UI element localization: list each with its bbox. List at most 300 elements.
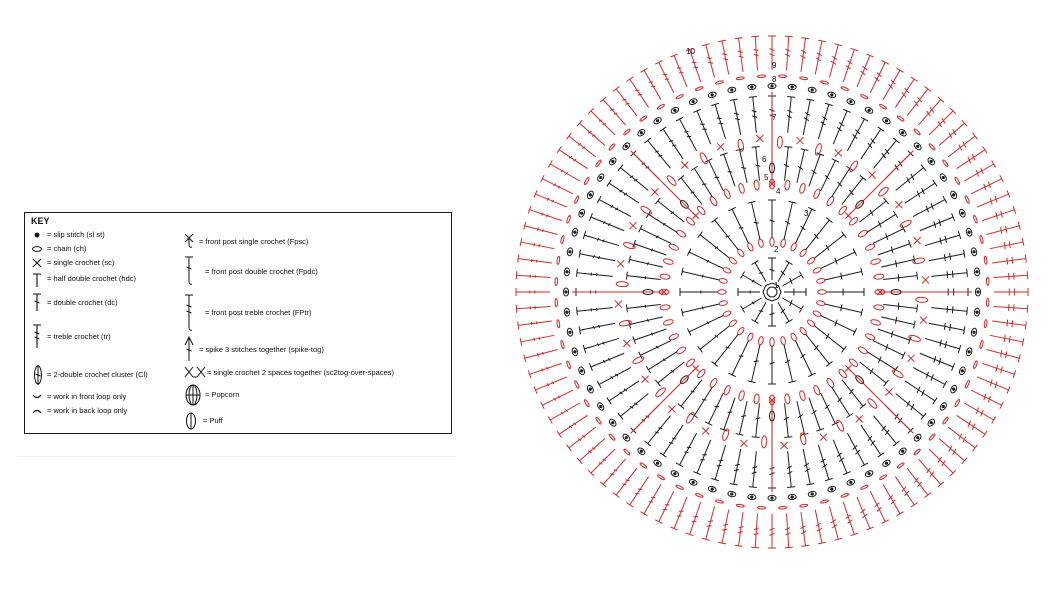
- round10-stitch: [520, 335, 554, 346]
- round5-stitch: [736, 401, 747, 435]
- round6-sc: [617, 260, 624, 267]
- round10-stitch: [785, 514, 793, 548]
- round7-stitch: [818, 103, 832, 139]
- round8-dot: [692, 481, 695, 484]
- round6-sc: [651, 188, 658, 195]
- round3-stitch: [712, 334, 739, 366]
- round3-stitch: [680, 288, 718, 296]
- round9-mark: [757, 506, 765, 509]
- divider: [18, 456, 456, 457]
- round7-stitch: [693, 109, 710, 144]
- round10-stitch: [524, 222, 558, 235]
- round10-stitch: [557, 146, 587, 168]
- round9-mark: [595, 159, 602, 167]
- round7-stitch: [833, 109, 850, 144]
- round6-chain: [632, 355, 645, 365]
- round8-dot: [565, 311, 568, 314]
- round9-mark: [566, 215, 571, 223]
- round8-dot: [849, 481, 852, 484]
- round4-chain: [874, 274, 885, 280]
- round8-dot: [901, 131, 904, 134]
- round5-stitch: [878, 240, 911, 255]
- round10-stitch: [566, 427, 595, 451]
- round8-dot: [640, 450, 643, 453]
- round6-chain: [699, 152, 709, 165]
- round-number-label: 7: [772, 113, 777, 122]
- round7-stitch: [577, 269, 613, 277]
- round6-sc: [922, 276, 929, 283]
- round2-chain: [790, 332, 798, 341]
- round9-mark: [860, 94, 868, 100]
- round8-dot: [656, 462, 659, 465]
- round9-mark: [913, 448, 921, 455]
- round6-chain: [891, 368, 904, 379]
- round8-dot: [972, 250, 975, 253]
- round9-mark: [779, 506, 787, 509]
- round9-mark: [879, 104, 887, 110]
- round6-chain: [616, 281, 628, 287]
- round4-chain: [660, 274, 671, 280]
- round10-stitch: [843, 48, 858, 81]
- round1-stitch: [782, 298, 803, 312]
- round9-mark: [555, 277, 558, 285]
- round4-chain: [723, 385, 732, 396]
- round10-stitch: [670, 54, 687, 87]
- round9-mark: [841, 493, 849, 498]
- round7-stitch: [597, 196, 631, 216]
- round6-sc: [668, 406, 675, 413]
- round10-stitch: [992, 255, 1026, 265]
- round9-mark: [574, 380, 580, 388]
- round10-stitch: [992, 319, 1026, 329]
- round3-stitch: [728, 207, 748, 243]
- round9-mark: [595, 417, 602, 425]
- round9-mark: [757, 75, 765, 78]
- round1-stitch: [784, 288, 806, 296]
- legend-title: KEY: [31, 216, 50, 226]
- round3-stitch: [698, 232, 730, 259]
- round10-stitch: [516, 288, 550, 296]
- round9-mark: [557, 256, 561, 264]
- round2-chain: [818, 290, 826, 294]
- round6-sc: [615, 301, 622, 308]
- round7-stitch: [913, 367, 947, 387]
- round10-stitch: [800, 38, 809, 72]
- round4-chain: [738, 183, 745, 194]
- round5-stitch: [821, 159, 839, 191]
- round5-stitch: [705, 393, 723, 425]
- round8-dot: [811, 492, 814, 495]
- round10-stitch: [948, 133, 977, 157]
- round8-dot: [611, 160, 614, 163]
- round3-stitch: [728, 341, 748, 377]
- round10-stitch: [768, 514, 776, 548]
- round8-dot: [770, 496, 773, 499]
- round7-stitch: [579, 323, 615, 334]
- round1-stitch: [741, 272, 762, 286]
- puff-icon: [183, 411, 199, 431]
- round9-mark: [657, 104, 665, 110]
- round1-stitch: [768, 304, 776, 326]
- round9-mark: [984, 320, 988, 328]
- round-number-label: 8: [772, 75, 777, 84]
- round5-stitch: [832, 387, 853, 418]
- round9-mark: [928, 143, 935, 151]
- round9-mark: [897, 115, 905, 122]
- round6-chain: [877, 186, 889, 198]
- round6-chain: [761, 436, 767, 448]
- round6-sc: [856, 415, 863, 422]
- round9-mark: [675, 94, 683, 100]
- round8-dot: [885, 462, 888, 465]
- round9-mark: [639, 115, 647, 122]
- round9-mark: [954, 399, 960, 407]
- round10-stitch: [600, 97, 625, 125]
- round9-mark: [560, 340, 564, 348]
- round10-stitch: [895, 77, 917, 107]
- round10-stitch: [751, 36, 759, 70]
- round6-chain: [916, 297, 928, 303]
- round8-dot: [573, 350, 576, 353]
- round8-dot: [599, 176, 602, 179]
- round4-chain: [754, 394, 760, 405]
- round10-stitch: [655, 61, 674, 93]
- round9-mark: [715, 80, 723, 84]
- round7-stitch: [693, 440, 710, 475]
- round10-stitch: [964, 403, 995, 423]
- round8-dot: [830, 488, 833, 491]
- spoke-line: [848, 368, 913, 433]
- round6-sc: [869, 171, 876, 178]
- round2-chain: [770, 338, 774, 346]
- round6-sc: [756, 135, 763, 142]
- round10-stitch: [857, 497, 874, 530]
- round2-chain: [816, 278, 825, 284]
- round9-mark: [608, 143, 615, 151]
- round10-stitch: [815, 40, 826, 74]
- round2-chain: [790, 242, 798, 251]
- round7-stitch: [711, 103, 725, 139]
- round7-stitch: [847, 433, 867, 467]
- round10-stitch: [718, 510, 729, 544]
- round-number-label: 6: [762, 155, 767, 164]
- round8-dot: [885, 119, 888, 122]
- round5-stitch: [784, 146, 793, 180]
- half-double-crochet-icon: [31, 272, 45, 288]
- round7-stitch: [660, 425, 683, 457]
- round10-stitch: [800, 512, 809, 546]
- round5-stitch: [720, 153, 735, 186]
- round3-stitch: [814, 326, 846, 353]
- round8-dot: [568, 250, 571, 253]
- round9-mark: [555, 299, 558, 307]
- round7-stitch: [925, 231, 961, 245]
- round2-chain: [758, 239, 764, 248]
- slip-stitch-icon: [31, 229, 45, 241]
- round10-stitch: [982, 363, 1015, 378]
- round4-chain: [826, 196, 835, 207]
- round9-mark: [820, 80, 828, 84]
- round9-mark: [984, 256, 988, 264]
- round2-chain: [780, 336, 786, 345]
- spike-icon: [183, 335, 197, 363]
- round10-stitch: [994, 271, 1028, 280]
- round8-dot: [849, 100, 852, 103]
- round3-stitch: [784, 345, 796, 383]
- round-number-label: 5: [764, 173, 769, 182]
- round9-mark: [584, 177, 590, 185]
- round9-mark: [979, 235, 983, 243]
- round10-stitch: [534, 377, 567, 394]
- round10-stitch: [994, 288, 1028, 296]
- round3-stitch: [681, 304, 719, 316]
- round2-chain: [722, 310, 731, 318]
- round8-dot: [589, 193, 592, 196]
- round10-stitch: [600, 459, 625, 487]
- round9-mark: [942, 417, 949, 425]
- round1-stitch: [738, 288, 760, 296]
- round10-stitch: [815, 510, 826, 544]
- round-number-label: 9: [772, 61, 777, 70]
- round10-stitch: [588, 449, 615, 476]
- round10-stitch: [829, 44, 842, 78]
- round4-chain: [813, 385, 822, 396]
- round5-stitch: [752, 146, 761, 180]
- round5-stitch: [629, 256, 663, 267]
- round7-stitch: [803, 449, 814, 485]
- round9-mark: [584, 399, 590, 407]
- round8-dot: [952, 388, 955, 391]
- round10-stitch: [870, 61, 889, 93]
- round10-stitch: [566, 133, 595, 157]
- round7-stitch: [618, 165, 648, 191]
- round5-stitch: [797, 401, 808, 435]
- round10-stitch: [548, 403, 579, 423]
- round9-mark: [913, 128, 921, 135]
- round8-dot: [811, 88, 814, 91]
- round10-stitch: [702, 506, 715, 540]
- round1-stitch: [752, 302, 766, 323]
- round8-dot: [711, 93, 714, 96]
- round9-mark: [695, 493, 703, 498]
- round7-stitch: [833, 440, 850, 475]
- round10-stitch: [918, 97, 943, 125]
- round4-chain: [663, 319, 674, 326]
- round7-stitch: [589, 213, 624, 230]
- round8-dot: [750, 85, 753, 88]
- round4-chain: [874, 304, 885, 310]
- round8-dot: [611, 421, 614, 424]
- round6-chain: [685, 411, 696, 424]
- round8-dot: [640, 131, 643, 134]
- round4-chain: [709, 196, 718, 207]
- round10-stitch: [990, 335, 1024, 346]
- round7-stitch: [597, 367, 631, 387]
- round6-sc: [623, 340, 630, 347]
- round9-mark: [623, 128, 631, 135]
- round8-dot: [599, 405, 602, 408]
- round10-stitch: [520, 238, 554, 249]
- round6-sc: [920, 317, 927, 324]
- round9-mark: [623, 449, 631, 456]
- round3-stitch: [748, 345, 760, 383]
- round7-stitch: [583, 338, 619, 352]
- front-post-double-crochet-icon: [183, 255, 197, 287]
- round8-dot: [942, 405, 945, 408]
- round2-chain: [719, 300, 728, 306]
- round9-mark: [608, 433, 615, 441]
- round10-stitch: [548, 161, 579, 181]
- round5-stitch: [797, 149, 808, 183]
- front-loop-icon: [31, 391, 45, 403]
- round9-mark: [979, 340, 983, 348]
- round3-stitch: [748, 201, 760, 239]
- round8-dot: [573, 231, 576, 234]
- round8-dot: [750, 495, 753, 498]
- round5-stitch: [752, 403, 761, 437]
- round10-stitch: [986, 222, 1020, 235]
- round10-stitch: [994, 304, 1028, 313]
- round8-dot: [868, 109, 871, 112]
- round9-mark: [695, 86, 703, 91]
- round6-chain: [640, 205, 653, 216]
- round3-stitch: [826, 288, 864, 296]
- round5-stitch: [720, 398, 735, 431]
- round4-chain: [668, 333, 679, 342]
- round10-stitch: [964, 161, 995, 181]
- round5-stitch: [809, 153, 824, 186]
- round5-stitch: [873, 225, 905, 243]
- round8-dot: [568, 331, 571, 334]
- round8-dot: [916, 436, 919, 439]
- round7-stitch: [913, 196, 947, 216]
- round3-stitch: [687, 248, 723, 268]
- round10-stitch: [626, 477, 648, 507]
- round9-mark: [657, 474, 665, 480]
- round7-stitch: [803, 99, 814, 135]
- round1-stitch: [768, 258, 776, 280]
- single-crochet-icon: [31, 257, 45, 269]
- round7-stitch: [931, 306, 967, 315]
- round5-stitch: [639, 341, 671, 359]
- round10-stitch: [626, 77, 648, 107]
- round10-stitch: [516, 271, 550, 279]
- round10-stitch: [686, 502, 701, 535]
- round-number-label: 10: [686, 47, 695, 56]
- round9-mark: [860, 484, 868, 490]
- round5-stitch: [629, 317, 663, 328]
- round2-chain: [722, 267, 731, 275]
- round10-stitch: [870, 491, 889, 523]
- round6-chain: [835, 419, 845, 432]
- round7-stitch: [905, 381, 937, 404]
- round5-stitch: [646, 352, 677, 373]
- round7-stitch: [730, 99, 741, 135]
- round7-stitch: [607, 180, 639, 203]
- round10-stitch: [588, 108, 615, 135]
- front-post-treble-crochet-icon: [183, 293, 197, 333]
- round7-stitch: [896, 165, 926, 191]
- round9-mark: [964, 195, 970, 203]
- round4-chain: [723, 188, 732, 199]
- round10-stitch: [577, 438, 605, 463]
- back-loop-icon: [31, 405, 45, 417]
- round-number-label: 1: [774, 281, 779, 290]
- round7-stitch: [874, 138, 900, 168]
- round8-dot: [565, 270, 568, 273]
- round6-sc: [630, 222, 637, 229]
- round7-stitch: [931, 269, 967, 278]
- round10-stitch: [982, 206, 1015, 221]
- round10-stitch: [528, 206, 561, 221]
- round3-stitch: [821, 315, 857, 335]
- round8-dot: [961, 212, 964, 215]
- round7-stitch: [583, 231, 619, 245]
- round3-stitch: [698, 326, 730, 353]
- round10-stitch: [528, 363, 561, 378]
- round10-stitch: [541, 390, 573, 409]
- round3-stitch: [825, 268, 863, 280]
- round4-chain: [668, 243, 679, 252]
- round9-mark: [964, 380, 970, 388]
- round4-chain: [709, 377, 718, 388]
- round4-chain: [738, 390, 745, 401]
- round9-mark: [778, 75, 786, 78]
- round7-stitch: [749, 97, 757, 133]
- round7-stitch: [749, 451, 757, 487]
- round6-sc: [740, 440, 747, 447]
- round8-dot: [968, 350, 971, 353]
- round10-stitch: [577, 120, 605, 145]
- round3-stitch: [806, 334, 833, 366]
- round9-mark: [800, 504, 808, 508]
- round-number-label: 3: [804, 209, 809, 218]
- round8-dot: [942, 176, 945, 179]
- round10-stitch: [735, 38, 744, 72]
- round8-dot: [976, 290, 979, 293]
- round8-dot: [625, 145, 628, 148]
- round5-stitch: [639, 225, 671, 243]
- round6-sc: [835, 150, 842, 157]
- round6-chain: [777, 136, 783, 148]
- crochet-chart: [508, 20, 1048, 580]
- round7-stitch: [818, 445, 832, 481]
- round2-chain: [758, 336, 764, 345]
- round9-mark: [736, 504, 744, 508]
- round10-stitch: [718, 40, 729, 74]
- round5-stitch: [633, 329, 666, 344]
- round8-dot: [730, 88, 733, 91]
- round7-stitch: [676, 117, 696, 151]
- chain-icon: [31, 243, 45, 255]
- round10-stitch: [524, 349, 558, 362]
- round8-dot: [961, 369, 964, 372]
- round7-stitch: [589, 353, 624, 370]
- round7-stitch: [676, 433, 696, 467]
- round7-stitch: [579, 250, 615, 261]
- round6-sc: [820, 434, 827, 441]
- round7-stitch: [861, 425, 884, 457]
- round10-stitch: [971, 390, 1003, 409]
- round10-stitch: [990, 238, 1024, 249]
- round3-stitch: [784, 201, 796, 239]
- round8-dot: [589, 388, 592, 391]
- round7-stitch: [730, 449, 741, 485]
- round10-stitch: [641, 484, 661, 515]
- round9-mark: [574, 196, 580, 204]
- round7-stitch: [920, 213, 955, 230]
- round5-stitch: [867, 211, 898, 232]
